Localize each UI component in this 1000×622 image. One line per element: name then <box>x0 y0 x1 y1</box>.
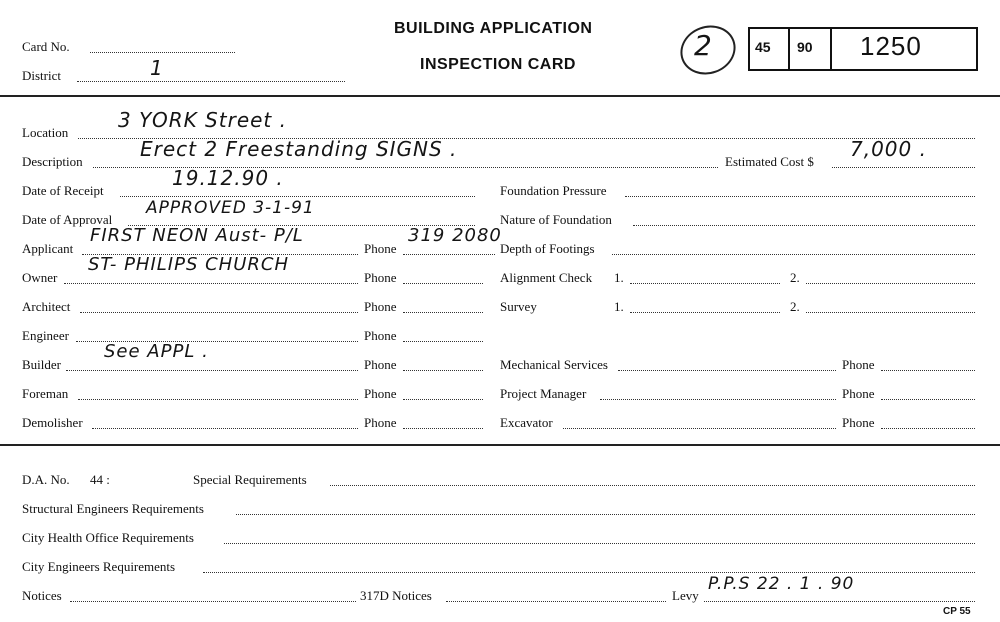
da-no-label: D.A. No. <box>22 472 70 487</box>
survey-field-2[interactable] <box>806 312 975 313</box>
reference-box-2: 90 <box>797 39 813 55</box>
district-value: 1 <box>150 56 164 80</box>
mechanical-services-label: Mechanical Services <box>500 357 608 372</box>
builder-value: See APPL . <box>104 341 209 362</box>
demolisher-field[interactable] <box>92 428 358 429</box>
date-of-approval-label: Date of Approval <box>22 212 113 227</box>
da-no-value: 44 : <box>90 472 110 487</box>
survey-num-1: 1. <box>614 299 624 314</box>
city-engineers-field[interactable] <box>203 572 975 573</box>
builder-label: Builder <box>22 357 61 372</box>
levy-field[interactable] <box>704 601 975 602</box>
circled-number: 2 <box>694 29 713 62</box>
notices-317d-label: 317D Notices <box>360 588 432 603</box>
location-value: 3 YORK Street . <box>118 108 287 132</box>
mechanical-services-phone-label: Phone <box>842 357 875 372</box>
engineer-phone-field[interactable] <box>403 341 483 342</box>
estimated-cost-value: 7,000 . <box>850 137 927 161</box>
levy-value: P.P.S 22 . 1 . 90 <box>708 574 855 594</box>
applicant-phone-value: 319 2080 <box>408 225 502 246</box>
excavator-field[interactable] <box>563 428 836 429</box>
title-line-2: INSPECTION CARD <box>420 56 576 73</box>
notices-field[interactable] <box>70 601 356 602</box>
project-manager-field[interactable] <box>600 399 836 400</box>
architect-phone-field[interactable] <box>403 312 483 313</box>
depth-of-footings-label: Depth of Footings <box>500 241 595 256</box>
city-engineers-label: City Engineers Requirements <box>22 559 176 574</box>
engineer-label: Engineer <box>22 328 69 343</box>
alignment-check-field-1[interactable] <box>630 283 780 284</box>
builder-phone-label: Phone <box>364 357 397 372</box>
excavator-label: Excavator <box>500 415 553 430</box>
card-no-field[interactable] <box>90 52 235 53</box>
architect-label: Architect <box>22 299 71 314</box>
project-manager-label: Project Manager <box>500 386 587 401</box>
structural-engineers-field[interactable] <box>236 514 975 515</box>
builder-phone-field[interactable] <box>403 370 483 371</box>
reference-box-divider <box>830 29 832 69</box>
notices-317d-field[interactable] <box>446 601 666 602</box>
depth-of-footings-field[interactable] <box>612 254 975 255</box>
description-value: Erect 2 Freestanding SIGNS . <box>140 137 458 161</box>
applicant-phone-field[interactable] <box>403 254 495 255</box>
alignment-check-num-2: 2. <box>790 270 800 285</box>
date-of-receipt-value: 19.12.90 . <box>172 166 284 190</box>
title-line-1: BUILDING APPLICATION <box>394 20 593 37</box>
foreman-phone-label: Phone <box>364 386 397 401</box>
form-code: CP 55 <box>943 606 971 617</box>
project-manager-phone-label: Phone <box>842 386 875 401</box>
applicant-value: FIRST NEON Aust- P/L <box>90 225 304 246</box>
card-no-label: Card No. <box>22 39 70 54</box>
foundation-pressure-field[interactable] <box>625 196 975 197</box>
applicant-label: Applicant <box>22 241 74 256</box>
reference-box-divider <box>788 29 790 69</box>
date-of-approval-value: APPROVED 3-1-91 <box>146 198 315 218</box>
architect-field[interactable] <box>80 312 358 313</box>
mechanical-services-phone-field[interactable] <box>881 370 975 371</box>
engineer-phone-label: Phone <box>364 328 397 343</box>
structural-engineers-label: Structural Engineers Requirements <box>22 501 204 516</box>
reference-box-3: 1250 <box>860 31 922 61</box>
district-label: District <box>22 68 61 83</box>
section-divider <box>0 444 1000 446</box>
estimated-cost-label: Estimated Cost $ <box>725 154 814 169</box>
architect-phone-label: Phone <box>364 299 397 314</box>
description-label: Description <box>22 154 83 169</box>
excavator-phone-label: Phone <box>842 415 875 430</box>
project-manager-phone-field[interactable] <box>881 399 975 400</box>
levy-label: Levy <box>672 588 699 603</box>
mechanical-services-field[interactable] <box>618 370 836 371</box>
nature-of-foundation-field[interactable] <box>633 225 975 226</box>
demolisher-phone-field[interactable] <box>403 428 483 429</box>
notices-label: Notices <box>22 588 62 603</box>
special-requirements-field[interactable] <box>330 485 975 486</box>
reference-box-1: 45 <box>755 39 771 55</box>
location-label: Location <box>22 125 69 140</box>
owner-label: Owner <box>22 270 58 285</box>
city-health-field[interactable] <box>224 543 975 544</box>
city-health-label: City Health Office Requirements <box>22 530 194 545</box>
nature-of-foundation-label: Nature of Foundation <box>500 212 612 227</box>
foundation-pressure-label: Foundation Pressure <box>500 183 607 198</box>
foreman-field[interactable] <box>78 399 358 400</box>
survey-field-1[interactable] <box>630 312 780 313</box>
demolisher-label: Demolisher <box>22 415 83 430</box>
header-divider <box>0 95 1000 97</box>
alignment-check-field-2[interactable] <box>806 283 975 284</box>
alignment-check-num-1: 1. <box>614 270 624 285</box>
survey-num-2: 2. <box>790 299 800 314</box>
date-of-receipt-field[interactable] <box>120 196 475 197</box>
owner-value: ST- PHILIPS CHURCH <box>88 254 289 275</box>
owner-phone-label: Phone <box>364 270 397 285</box>
owner-phone-field[interactable] <box>403 283 483 284</box>
applicant-phone-label: Phone <box>364 241 397 256</box>
foreman-label: Foreman <box>22 386 69 401</box>
district-field[interactable] <box>77 81 345 82</box>
foreman-phone-field[interactable] <box>403 399 483 400</box>
survey-label: Survey <box>500 299 537 314</box>
demolisher-phone-label: Phone <box>364 415 397 430</box>
special-requirements-label: Special Requirements <box>193 472 307 487</box>
alignment-check-label: Alignment Check <box>500 270 593 285</box>
estimated-cost-field[interactable] <box>832 167 975 168</box>
date-of-receipt-label: Date of Receipt <box>22 183 104 198</box>
builder-field[interactable] <box>66 370 358 371</box>
excavator-phone-field[interactable] <box>881 428 975 429</box>
owner-field[interactable] <box>64 283 358 284</box>
